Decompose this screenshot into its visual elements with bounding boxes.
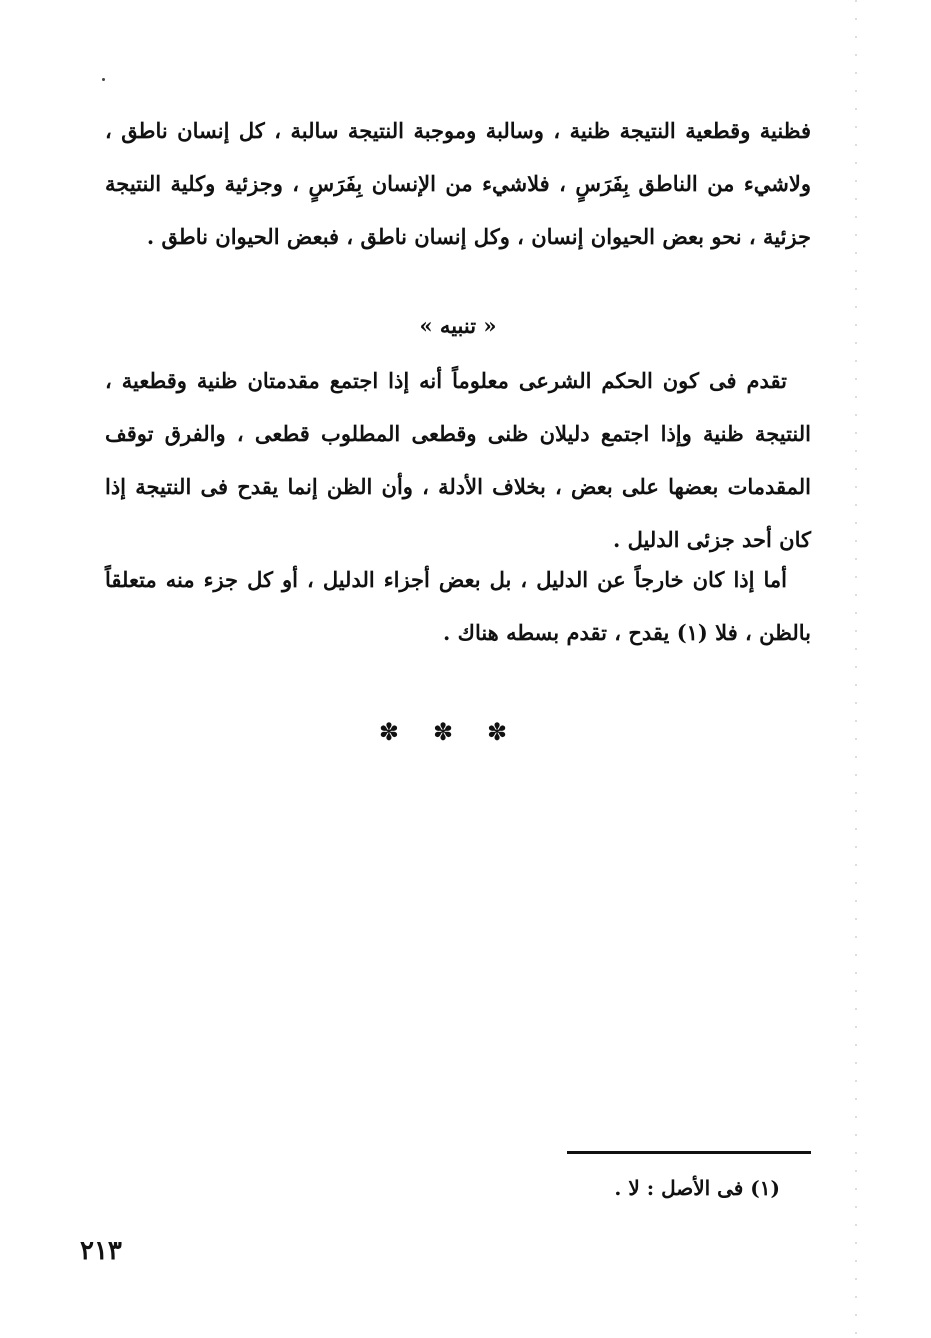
page-number: ٢١٣	[80, 1236, 122, 1266]
scan-speck	[102, 78, 105, 81]
section-separator-ornaments: ✽✽✽	[378, 718, 542, 746]
footnote-divider	[567, 1151, 811, 1154]
footnote: (١) فى الأصل : لا .	[614, 1176, 780, 1200]
paragraph-2: تقدم فى كون الحكم الشرعى معلوماً أنه إذا اجتمع مقدمتان ظنية وقطعية ، النتيجة ظنية وإذا اجتمع دليلان ظنى وقطعى المطلوب قطعى ، والفرق توقف المقدمات بعضها على بعض ، بخلاف الأدلة ، وأن الظن إنما يقدح فى النتيجة إذا كان أحد جزئى الدليل .	[105, 368, 811, 552]
scan-edge-artifact	[855, 0, 857, 1338]
section-heading: « تنبيه »	[419, 313, 497, 338]
paragraph-1: فظنية وقطعية النتيجة ظنية ، وسالبة وموجبة النتيجة سالبة ، كل إنسان ناطق ، ولاشيء من الناطق بِفَرَسٍ ، فلاشيء من الإنسان بِفَرَسٍ ، وجزئية وكلية النتيجة جزئية ، نحو بعض الحيوان إنسان ، وكل إنسان ناطق ، فبعض الحيوان ناطق .	[105, 118, 811, 249]
paragraph-3: أما إذا كان خارجاً عن الدليل ، بل بعض أجزاء الدليل ، أو كل جزء منه متعلقاً بالظن ، فلا (١) يقدح ، تقدم بسطه هناك .	[105, 567, 811, 645]
